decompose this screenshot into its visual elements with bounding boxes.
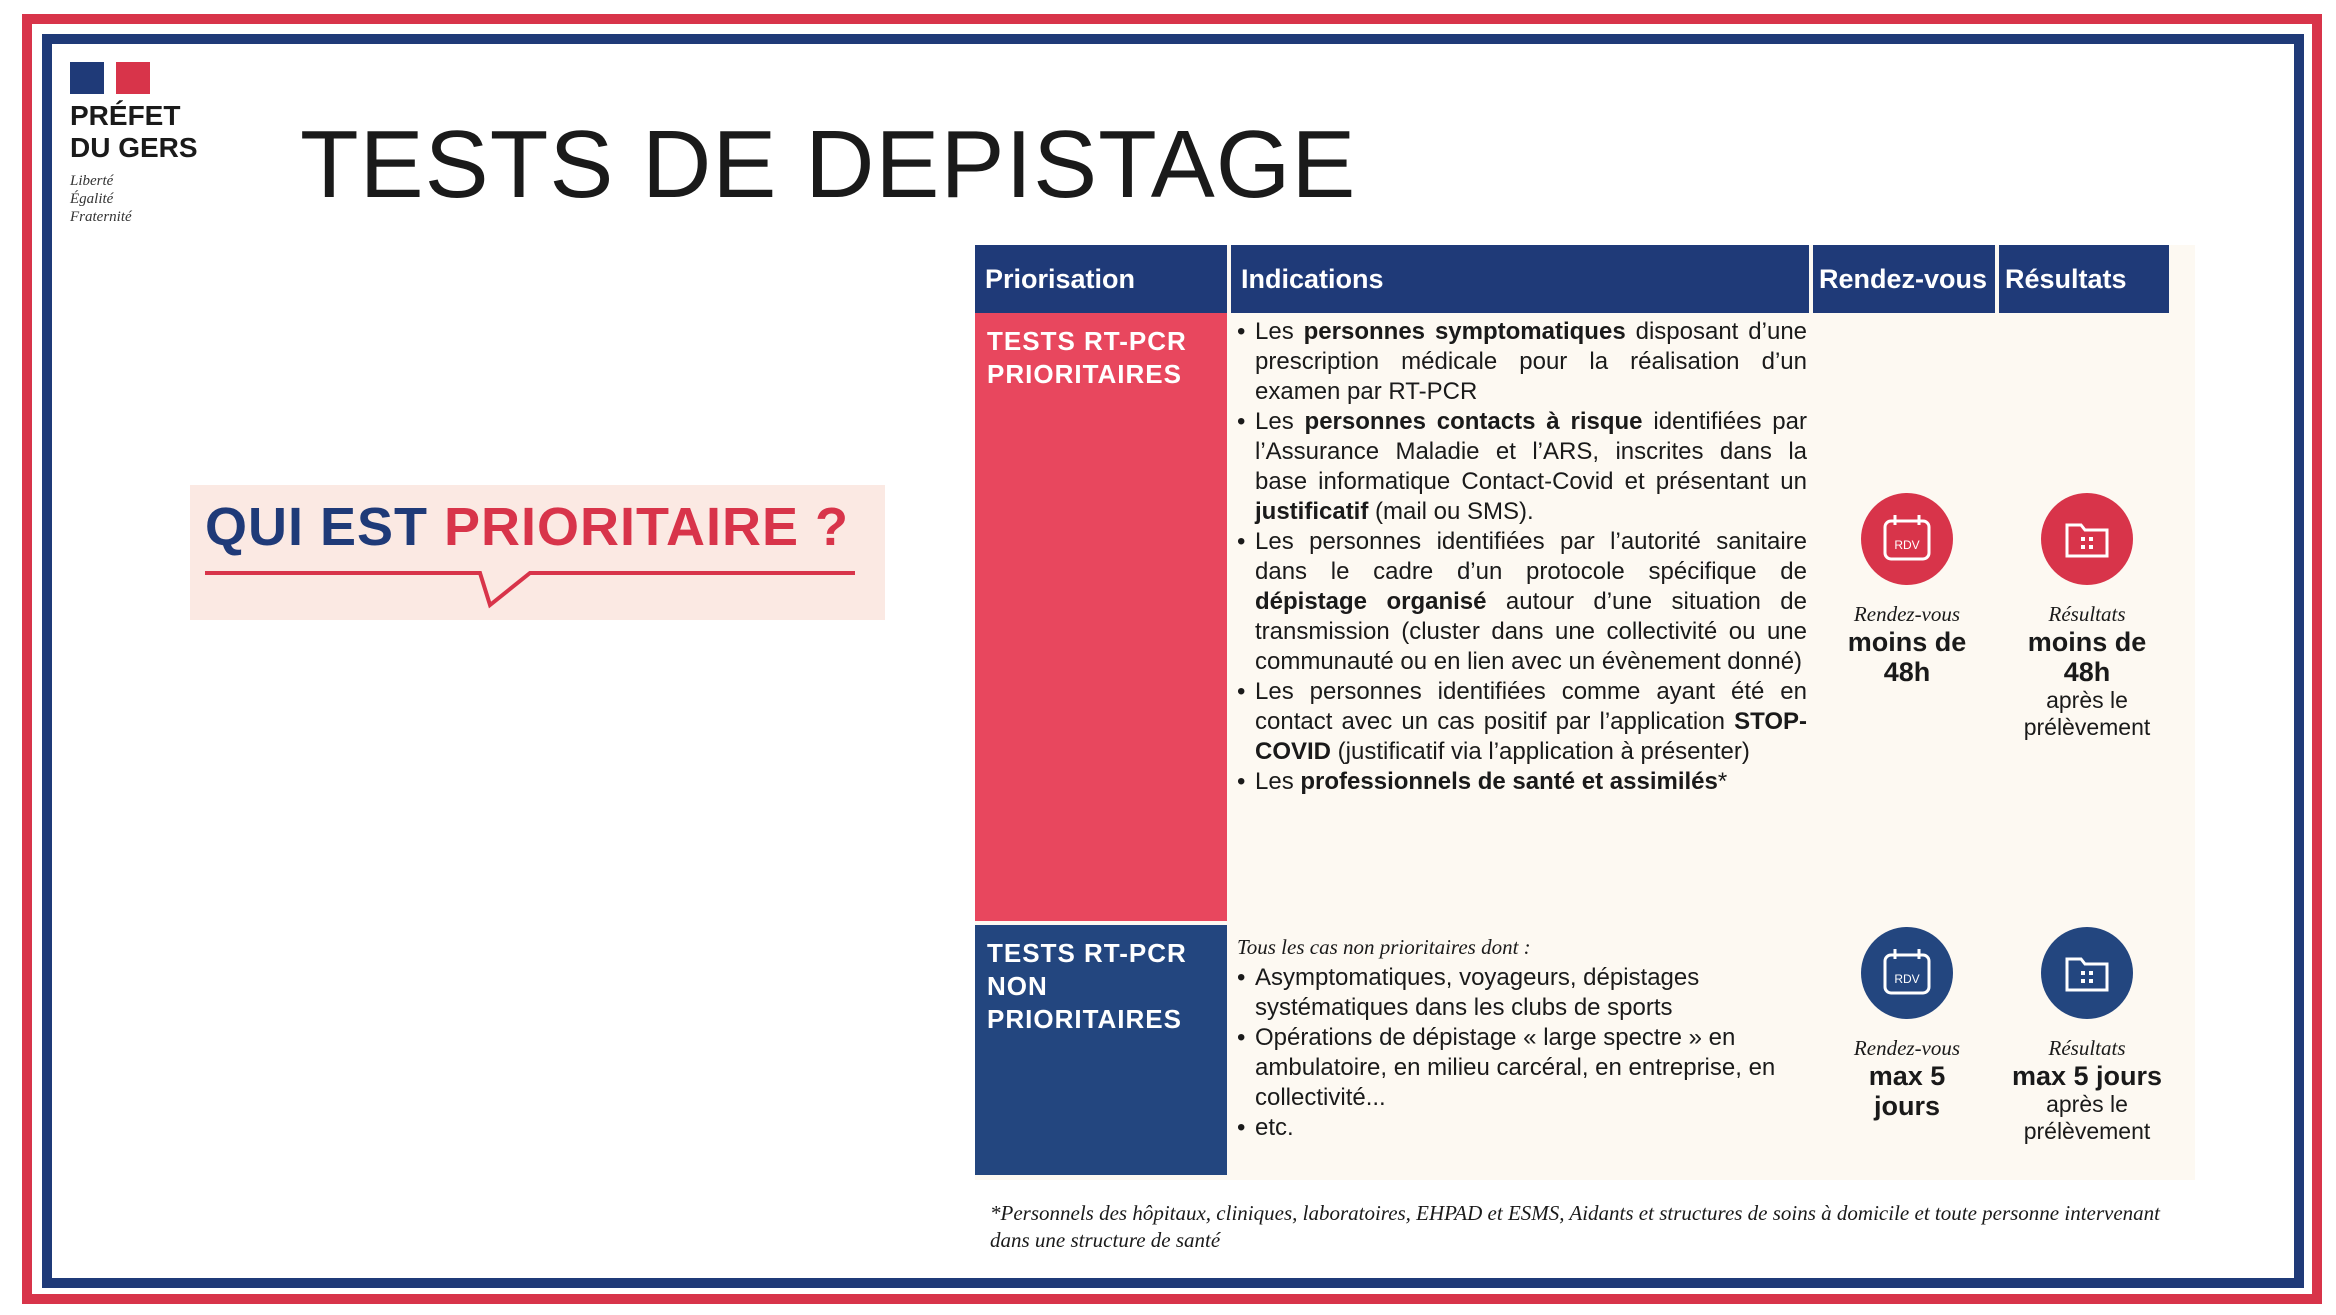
row2-res-sub1: après le — [2046, 1091, 2128, 1117]
row-label-prioritaires — [975, 313, 1227, 921]
row-label-non-prioritaires — [975, 925, 1227, 1175]
testing-priority-table — [975, 245, 2195, 1180]
logo-motto-liberte: Liberté — [70, 173, 114, 189]
marianne-flag-icon — [70, 62, 150, 94]
header-rendez-vous: Rendez-vous — [1813, 245, 1995, 313]
list-item: • Les personnes identifiées comme ayant été en contact avec un cas positif par l’application STOP-COVID (justificatif via l’application à présenter) — [1237, 677, 1807, 767]
row1-res-sub2: prélèvement — [2023, 714, 2151, 740]
logo-motto-egalite: Égalité — [70, 191, 114, 207]
row2-indications — [1237, 933, 1807, 1143]
logo-motto-fraternite: Fraternité — [70, 209, 132, 225]
row1-res-sub1: après le — [2046, 687, 2128, 713]
question-part1: QUI EST — [205, 497, 445, 557]
header-indications: Indications — [1231, 245, 1809, 313]
prefecture-logo — [70, 62, 198, 226]
row1-res-value: moins de 48h — [2027, 627, 2147, 687]
row1-rdv-label: Rendez-vous — [1853, 602, 1961, 626]
row2-rdv-label: Rendez-vous — [1853, 1036, 1961, 1060]
row1-rendez-vous — [1837, 493, 1977, 687]
header-priorisation: Priorisation — [975, 245, 1227, 313]
row1-label-line1: TESTS RT-PCR — [987, 326, 1187, 356]
medical-folder-icon — [2041, 493, 2133, 585]
question-part2: PRIORITAIRE ? — [444, 497, 850, 557]
row1-rdv-value: moins de 48h — [1847, 627, 1967, 687]
list-item: • Asymptomatiques, voyageurs, dépistages systématiques dans les clubs de sports — [1237, 963, 1807, 1023]
list-item: • etc. — [1237, 1113, 1807, 1143]
list-item: • Les personnes symptomatiques disposant d’une prescription médicale pour la réalisation d’un examen par RT-PCR — [1237, 317, 1807, 407]
row1-indications — [1237, 317, 1807, 797]
row2-intro: Tous les cas non prioritaires dont : — [1237, 935, 1531, 959]
svg-text:RDV: RDV — [1894, 972, 1920, 986]
row1-res-label: Résultats — [2048, 602, 2126, 626]
calendar-icon — [1861, 493, 1953, 585]
row2-label-line1: TESTS RT-PCR — [987, 938, 1187, 968]
row2-label-line3: PRIORITAIRES — [987, 1004, 1182, 1034]
svg-text:RDV: RDV — [1894, 538, 1920, 552]
calendar-icon — [1861, 927, 1953, 1019]
table-footnote: *Personnels des hôpitaux, cliniques, laboratoires, EHPAD et ESMS, Aidants et structures de soins à domicile et toute personne intervenant dans une structure de santé — [990, 1201, 2161, 1252]
row2-rdv-value: max 5 jours — [1868, 1061, 1946, 1121]
list-item: • Opérations de dépistage « large spectre » en ambulatoire, en milieu carcéral, en entreprise, en collectivité... — [1237, 1023, 1807, 1113]
logo-name-line1: PRÉFET — [70, 100, 181, 131]
row2-res-label: Résultats — [2048, 1036, 2126, 1060]
list-item: • Les personnes identifiées par l’autorité sanitaire dans le cadre d’un protocole spécifique de dépistage organisé autour d’une situation de transmission (cluster dans une collectivité ou une communauté ou en lien avec un évènement donné) — [1237, 527, 1807, 677]
row2-res-value: max 5 jours — [2011, 1061, 2163, 1091]
row2-label-line2: NON — [987, 971, 1048, 1001]
row2-rendez-vous — [1837, 927, 1977, 1121]
row1-label-line2: PRIORITAIRES — [987, 359, 1182, 389]
list-item: • Les professionnels de santé et assimilés* — [1237, 767, 1807, 797]
page-title: TESTS DE DEPISTAGE — [300, 111, 1357, 218]
row2-resultats — [2007, 927, 2167, 1145]
logo-name-line2: DU GERS — [70, 132, 198, 163]
header-resultats: Résultats — [1999, 245, 2169, 313]
question-text — [205, 495, 849, 559]
medical-folder-icon — [2041, 927, 2133, 1019]
row2-res-sub2: prélèvement — [2023, 1118, 2151, 1144]
list-item: • Les personnes contacts à risque identifiées par l’Assurance Maladie et l’ARS, inscrites dans la base informatique Contact-Covid et présentant un justificatif (mail ou SMS). — [1237, 407, 1807, 527]
row1-resultats — [2007, 493, 2167, 741]
